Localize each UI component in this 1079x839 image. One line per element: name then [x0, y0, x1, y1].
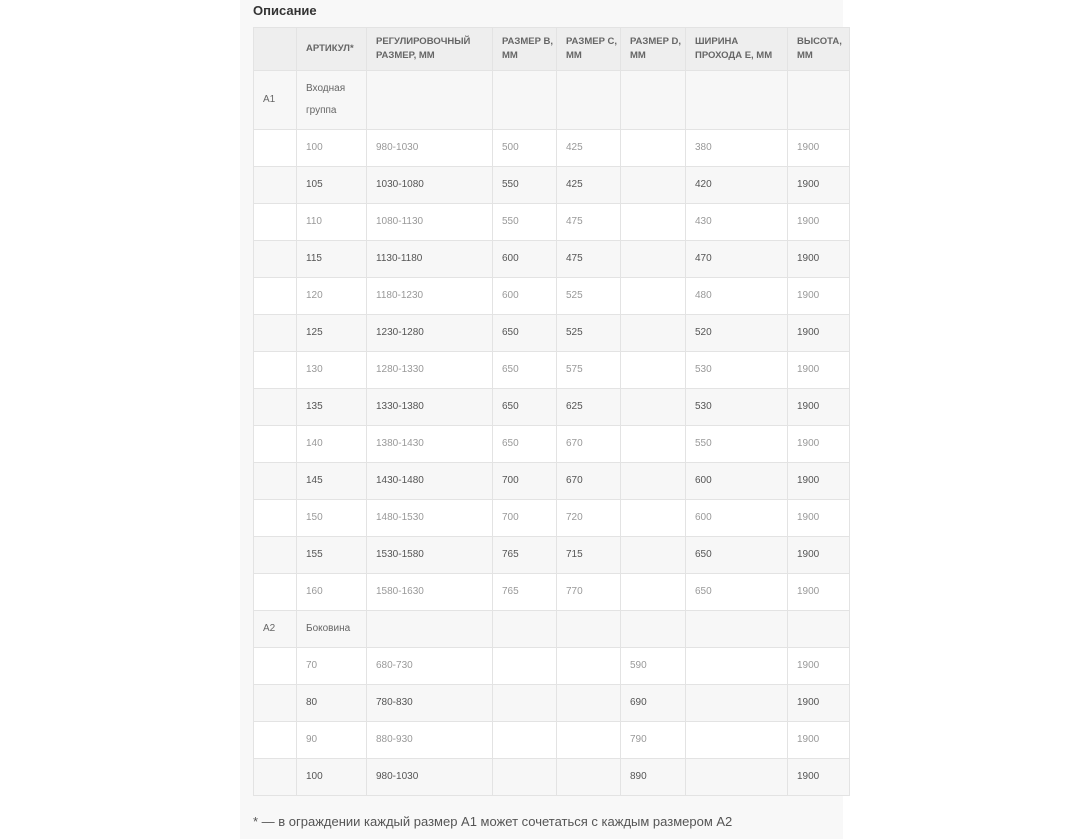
table-cell: 1130-1180 [367, 241, 493, 278]
table-cell: 80 [297, 685, 367, 722]
table-cell: 650 [493, 315, 557, 352]
table-row [254, 352, 850, 389]
table-cell: 650 [686, 537, 788, 574]
table-cell: 790 [621, 722, 686, 759]
table-cell [686, 648, 788, 685]
table-cell: 530 [686, 389, 788, 426]
table-cell: 480 [686, 278, 788, 315]
table-row [254, 204, 850, 241]
empty-cell [254, 722, 297, 759]
table-row [254, 685, 850, 722]
header-cell-article: АРТИКУЛ* [297, 28, 367, 71]
table-cell: 980-1030 [367, 759, 493, 796]
empty-cell [493, 71, 557, 130]
table-cell [621, 241, 686, 278]
group-row [254, 611, 850, 648]
table-cell [557, 722, 621, 759]
table-cell: 105 [297, 167, 367, 204]
table-cell [557, 685, 621, 722]
empty-cell [254, 537, 297, 574]
table-row [254, 426, 850, 463]
table-cell [686, 685, 788, 722]
table-cell: 1900 [788, 426, 850, 463]
empty-cell [254, 352, 297, 389]
empty-cell [493, 611, 557, 648]
table-cell: 1900 [788, 685, 850, 722]
group-name: Боковина [297, 611, 367, 648]
table-cell: 1900 [788, 241, 850, 278]
table-cell [686, 759, 788, 796]
empty-cell [254, 130, 297, 167]
table-cell: 670 [557, 463, 621, 500]
table-cell: 470 [686, 241, 788, 278]
table-cell: 500 [493, 130, 557, 167]
table-cell: 130 [297, 352, 367, 389]
table-cell: 1430-1480 [367, 463, 493, 500]
table-cell: 100 [297, 130, 367, 167]
table-cell: 1580-1630 [367, 574, 493, 611]
table-cell: 550 [686, 426, 788, 463]
table-cell: 1900 [788, 500, 850, 537]
table-cell: 1230-1280 [367, 315, 493, 352]
table-cell: 125 [297, 315, 367, 352]
table-row [254, 537, 850, 574]
header-cell-size-c: РАЗМЕР C, ММ [557, 28, 621, 71]
table-cell: 550 [493, 167, 557, 204]
table-cell: 425 [557, 130, 621, 167]
empty-cell [254, 204, 297, 241]
table-cell [621, 500, 686, 537]
table-cell [621, 315, 686, 352]
table-cell: 120 [297, 278, 367, 315]
table-cell: 1030-1080 [367, 167, 493, 204]
table-cell: 1180-1230 [367, 278, 493, 315]
table-cell: 650 [493, 389, 557, 426]
table-cell [493, 722, 557, 759]
empty-cell [254, 574, 297, 611]
table-cell: 765 [493, 537, 557, 574]
empty-cell [788, 71, 850, 130]
table-cell: 625 [557, 389, 621, 426]
table-cell: 1900 [788, 574, 850, 611]
table-row [254, 278, 850, 315]
table-cell [621, 278, 686, 315]
table-cell: 475 [557, 204, 621, 241]
table-cell: 1080-1130 [367, 204, 493, 241]
table-cell: 1480-1530 [367, 500, 493, 537]
table-cell: 550 [493, 204, 557, 241]
table-row [254, 130, 850, 167]
table-cell: 1900 [788, 167, 850, 204]
specification-table [253, 27, 850, 796]
table-cell: 1900 [788, 759, 850, 796]
empty-cell [254, 241, 297, 278]
table-cell: 420 [686, 167, 788, 204]
table-cell: 765 [493, 574, 557, 611]
empty-cell [621, 611, 686, 648]
table-cell [493, 648, 557, 685]
table-cell: 1280-1330 [367, 352, 493, 389]
empty-cell [254, 500, 297, 537]
table-cell: 890 [621, 759, 686, 796]
table-cell: 650 [493, 352, 557, 389]
table-cell: 525 [557, 278, 621, 315]
table-row [254, 648, 850, 685]
table-row [254, 167, 850, 204]
empty-cell [557, 71, 621, 130]
table-cell: 1900 [788, 537, 850, 574]
empty-cell [254, 685, 297, 722]
table-cell: 1900 [788, 278, 850, 315]
table-cell: 150 [297, 500, 367, 537]
header-cell-height: ВЫСОТА, ММ [788, 28, 850, 71]
empty-cell [557, 611, 621, 648]
table-cell: 430 [686, 204, 788, 241]
table-row [254, 241, 850, 278]
table-cell: 1380-1430 [367, 426, 493, 463]
table-cell: 700 [493, 463, 557, 500]
table-cell: 600 [493, 241, 557, 278]
table-row [254, 315, 850, 352]
table-cell: 600 [493, 278, 557, 315]
table-cell: 155 [297, 537, 367, 574]
table-row [254, 574, 850, 611]
table-cell [557, 759, 621, 796]
empty-cell [254, 426, 297, 463]
group-name: Входная группа [297, 71, 367, 130]
table-cell: 425 [557, 167, 621, 204]
table-row [254, 722, 850, 759]
header-cell-size-d: РАЗМЕР D, ММ [621, 28, 686, 71]
table-row [254, 759, 850, 796]
table-cell: 650 [493, 426, 557, 463]
empty-cell [254, 167, 297, 204]
table-cell: 145 [297, 463, 367, 500]
empty-cell [686, 611, 788, 648]
table-cell [621, 537, 686, 574]
table-cell: 1900 [788, 130, 850, 167]
header-cell-passage-width: ШИРИНА ПРОХОДА E, ММ [686, 28, 788, 71]
table-cell: 600 [686, 500, 788, 537]
table-cell: 770 [557, 574, 621, 611]
table-cell: 590 [621, 648, 686, 685]
footnote: * — в ограждении каждый размер A1 может сочетаться с каждым размером A2 [253, 814, 733, 829]
section-heading: Описание [253, 3, 317, 18]
table-cell [621, 352, 686, 389]
table-cell: 115 [297, 241, 367, 278]
empty-cell [254, 648, 297, 685]
table-cell: 100 [297, 759, 367, 796]
table-cell: 1900 [788, 722, 850, 759]
table-cell [557, 648, 621, 685]
table-cell: 575 [557, 352, 621, 389]
table-cell: 715 [557, 537, 621, 574]
table-cell [621, 167, 686, 204]
table-row [254, 463, 850, 500]
table-cell: 680-730 [367, 648, 493, 685]
table-cell [621, 130, 686, 167]
table-cell: 525 [557, 315, 621, 352]
table-cell: 380 [686, 130, 788, 167]
table-cell: 670 [557, 426, 621, 463]
table-cell: 70 [297, 648, 367, 685]
table-cell: 135 [297, 389, 367, 426]
empty-cell [254, 278, 297, 315]
table-cell: 1900 [788, 389, 850, 426]
empty-cell [367, 71, 493, 130]
header-cell-adjust-size: РЕГУЛИРОВОЧНЫЙ РАЗМЕР, ММ [367, 28, 493, 71]
table-cell: 1900 [788, 648, 850, 685]
table-cell: 880-930 [367, 722, 493, 759]
table-cell [621, 204, 686, 241]
empty-cell [367, 611, 493, 648]
table-cell: 160 [297, 574, 367, 611]
table-cell: 1900 [788, 204, 850, 241]
table-cell: 140 [297, 426, 367, 463]
table-row [254, 389, 850, 426]
table-body [254, 71, 850, 796]
header-cell-size-b: РАЗМЕР B, ММ [493, 28, 557, 71]
table-cell: 1900 [788, 463, 850, 500]
table-cell: 780-830 [367, 685, 493, 722]
table-cell: 110 [297, 204, 367, 241]
table-cell [493, 759, 557, 796]
table-cell: 90 [297, 722, 367, 759]
table-cell: 690 [621, 685, 686, 722]
table-cell: 1900 [788, 315, 850, 352]
table-cell [621, 463, 686, 500]
table-cell: 980-1030 [367, 130, 493, 167]
table-header-row [254, 28, 850, 71]
group-row [254, 71, 850, 130]
group-code: A1 [254, 71, 297, 130]
table-cell [686, 722, 788, 759]
group-code: A2 [254, 611, 297, 648]
table-cell: 720 [557, 500, 621, 537]
table-cell [493, 685, 557, 722]
table-cell: 700 [493, 500, 557, 537]
table-cell [621, 426, 686, 463]
header-cell-group [254, 28, 297, 71]
table-cell [621, 574, 686, 611]
table-cell: 1530-1580 [367, 537, 493, 574]
empty-cell [254, 315, 297, 352]
empty-cell [254, 463, 297, 500]
table-cell: 600 [686, 463, 788, 500]
table-cell: 1900 [788, 352, 850, 389]
table-cell: 475 [557, 241, 621, 278]
table-cell: 650 [686, 574, 788, 611]
empty-cell [254, 389, 297, 426]
empty-cell [621, 71, 686, 130]
empty-cell [788, 611, 850, 648]
table-row [254, 500, 850, 537]
table-cell: 520 [686, 315, 788, 352]
table-cell [621, 389, 686, 426]
table-cell: 530 [686, 352, 788, 389]
empty-cell [254, 759, 297, 796]
empty-cell [686, 71, 788, 130]
table-cell: 1330-1380 [367, 389, 493, 426]
